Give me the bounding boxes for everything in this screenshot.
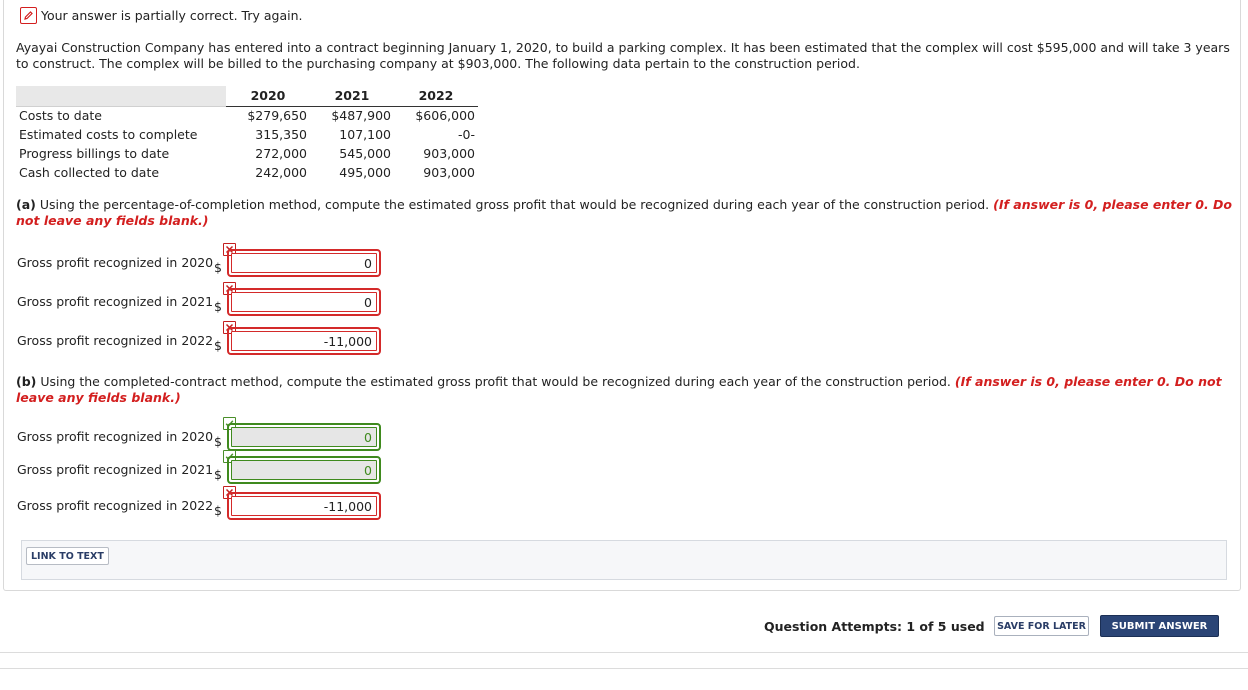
cell: 545,000	[339, 146, 391, 161]
link-to-text-button[interactable]: LINK TO TEXT	[26, 547, 109, 565]
gross-profit-2022-input-b[interactable]	[231, 496, 377, 516]
gross-profit-2020-input-b[interactable]	[231, 427, 377, 447]
save-for-later-button[interactable]: SAVE FOR LATER	[994, 616, 1089, 636]
cell: 903,000	[423, 165, 475, 180]
cell: $487,900	[331, 108, 391, 124]
part-a-hint: (If answer is 0, please enter 0. Do not leave any fields blank.)	[16, 197, 1233, 228]
part-b-text: Using the completed-contract method, compute the estimated gross profit that would be recognized during each year of the construction period.	[36, 374, 955, 389]
problem-text: Ayayai Construction Company has entered into a contract beginning January 1, 2020, to build a parking complex. It has been estimated that the complex will cost $595,000 and will take 3 years to construct. The complex will be billed to the purchasing company at $903,000. The following data pertain to the construction period.	[16, 40, 1230, 71]
currency-sign: $	[214, 260, 222, 275]
answer-label: Gross profit recognized in 2021	[17, 294, 214, 309]
row-label: Progress billings to date	[19, 146, 170, 161]
part-b-hint: (If answer is 0, please enter 0. Do not leave any fields blank.)	[16, 374, 1222, 405]
row-label: Costs to date	[19, 108, 102, 124]
year-header: 2020	[226, 86, 310, 106]
cell: 107,100	[339, 127, 391, 142]
answer-field-wrap	[227, 288, 381, 316]
currency-sign: $	[214, 503, 222, 518]
answer-label: Gross profit recognized in 2021	[17, 462, 214, 477]
submit-answer-button[interactable]: SUBMIT ANSWER	[1100, 615, 1219, 637]
question-panel	[3, 0, 1241, 591]
gross-profit-2020-input-a[interactable]	[231, 253, 377, 273]
cell: $279,650	[247, 108, 307, 124]
cell: 903,000	[423, 146, 475, 161]
table-row	[16, 125, 478, 144]
gross-profit-2021-input-b[interactable]	[231, 460, 377, 480]
gross-profit-2021-input-a[interactable]	[231, 292, 377, 312]
currency-sign: $	[214, 299, 222, 314]
header-label-cell	[16, 86, 226, 106]
part-b-prefix: (b)	[16, 374, 37, 389]
cell: $606,000	[415, 108, 475, 124]
part-a-prefix: (a)	[16, 197, 36, 212]
part-b-question	[16, 374, 1236, 405]
cell: 272,000	[255, 146, 307, 161]
answer-field-wrap	[227, 456, 381, 484]
part-a-question	[16, 197, 1236, 228]
currency-sign: $	[214, 338, 222, 353]
cell: 315,350	[255, 127, 307, 142]
question-attempts: Question Attempts: 1 of 5 used	[764, 619, 985, 634]
table-row	[16, 163, 478, 182]
footer-divider	[0, 652, 1248, 669]
answer-label: Gross profit recognized in 2022	[17, 498, 214, 513]
answer-label: Gross profit recognized in 2020	[17, 255, 214, 270]
pencil-icon	[20, 7, 37, 24]
currency-sign: $	[214, 467, 222, 482]
currency-sign: $	[214, 434, 222, 449]
row-label: Estimated costs to complete	[19, 127, 198, 142]
year-header: 2021	[310, 86, 394, 106]
table-row	[16, 106, 478, 125]
table-row	[16, 144, 478, 163]
answer-field-wrap	[227, 492, 381, 520]
year-header: 2022	[394, 86, 478, 106]
answer-label: Gross profit recognized in 2022	[17, 333, 214, 348]
table-header	[16, 86, 478, 106]
answer-label: Gross profit recognized in 2020	[17, 429, 214, 444]
status-banner	[20, 6, 302, 24]
part-a-text: Using the percentage-of-completion method, compute the estimated gross profit that would be recognized during each year of the construction period.	[35, 197, 994, 212]
answer-field-wrap	[227, 423, 381, 451]
cell: -0-	[458, 127, 475, 142]
cell: 242,000	[255, 165, 307, 180]
row-label: Cash collected to date	[19, 165, 160, 180]
gross-profit-2022-input-a[interactable]	[231, 331, 377, 351]
resources-area	[21, 540, 1227, 580]
cell: 495,000	[339, 165, 391, 180]
answer-field-wrap	[227, 327, 381, 355]
status-message: Your answer is partially correct. Try again.	[41, 7, 303, 23]
data-table	[16, 86, 478, 182]
answer-field-wrap	[227, 249, 381, 277]
